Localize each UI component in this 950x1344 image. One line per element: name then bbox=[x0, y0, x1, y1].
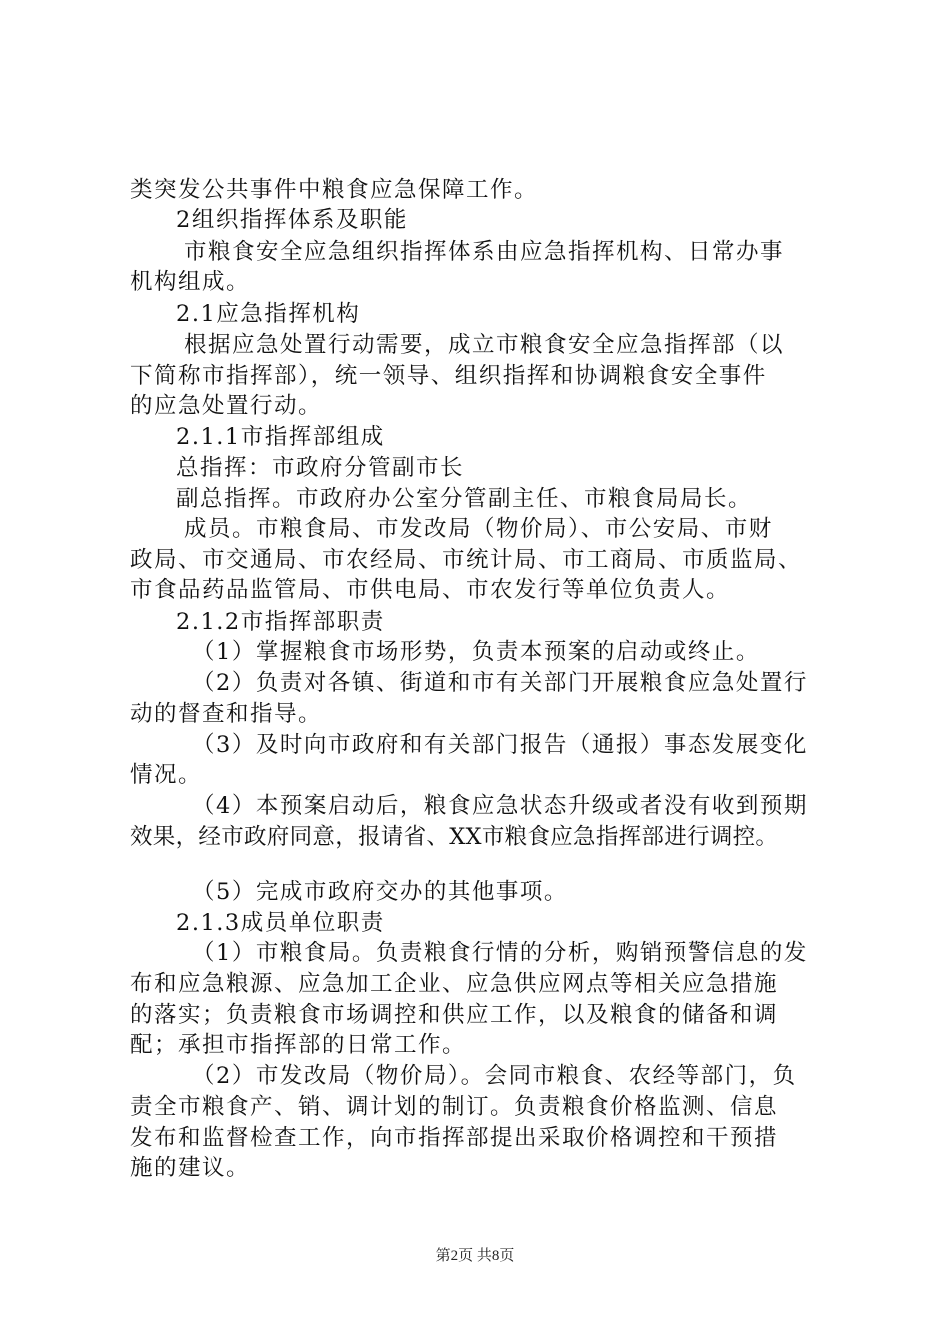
text-line: 类突发公共事件中粮食应急保障工作。 bbox=[130, 177, 539, 203]
list-item-continuation: 配；承担市指挥部的日常工作。 bbox=[130, 1032, 467, 1058]
paragraph-line: 市粮食安全应急组织指挥体系由应急指挥机构、日常办事 bbox=[184, 239, 785, 265]
list-item-continuation: 的落实；负责粮食市场调控和供应工作，以及粮食的储备和调 bbox=[130, 1002, 779, 1028]
list-item-continuation: 布和应急粮源、应急加工企业、应急供应网点等相关应急措施 bbox=[130, 971, 779, 997]
list-item-continuation: 效果，经市政府同意，报请省、XX市粮食应急指挥部进行调控。 bbox=[130, 824, 779, 850]
list-item: （1）市粮食局。负责粮食行情的分析，购销预警信息的发 bbox=[192, 940, 808, 966]
list-item-continuation: 责全市粮食产、销、调计划的制订。负责粮食价格监测、信息 bbox=[130, 1094, 779, 1120]
paragraph-line: 的应急处置行动。 bbox=[130, 393, 323, 419]
list-item-continuation: 情况。 bbox=[130, 762, 203, 788]
paragraph-line: 政局、市交通局、市农经局、市统计局、市工商局、市质监局、 bbox=[130, 547, 803, 573]
list-item-continuation: 发布和监督检查工作，向市指挥部提出采取价格调控和干预措 bbox=[130, 1125, 779, 1151]
list-item: （5）完成市政府交办的其他事项。 bbox=[192, 879, 568, 905]
paragraph-line: 下简称市指挥部），统一领导、组织指挥和协调粮食安全事件 bbox=[130, 363, 767, 389]
section-heading: 2组织指挥体系及职能 bbox=[176, 207, 408, 233]
list-item: （2）负责对各镇、街道和市有关部门开展粮食应急处置行 bbox=[192, 670, 808, 696]
paragraph-line: 机构组成。 bbox=[130, 269, 251, 295]
list-item-continuation: 动的督查和指导。 bbox=[130, 701, 323, 727]
paragraph-line: 成员。市粮食局、市发改局（物价局）、市公安局、市财 bbox=[184, 516, 773, 542]
section-heading: 2.1.1市指挥部组成 bbox=[176, 424, 385, 450]
section-heading: 2.1应急指挥机构 bbox=[176, 301, 361, 327]
paragraph-line: 市食品药品监管局、市供电局、市农发行等单位负责人。 bbox=[130, 577, 731, 603]
paragraph-line: 副总指挥。市政府办公室分管副主任、市粮食局局长。 bbox=[176, 486, 753, 512]
list-item: （2）市发改局（物价局）。会同市粮食、农经等部门，负 bbox=[192, 1063, 797, 1089]
list-item: （1）掌握粮食市场形势，负责本预案的启动或终止。 bbox=[192, 639, 760, 665]
section-heading: 2.1.2市指挥部职责 bbox=[176, 609, 385, 635]
list-item: （4）本预案启动后，粮食应急状态升级或者没有收到预期 bbox=[192, 793, 808, 819]
paragraph-line: 根据应急处置行动需要，成立市粮食安全应急指挥部（以 bbox=[184, 332, 785, 358]
list-item: （3）及时向市政府和有关部门报告（通报）事态发展变化 bbox=[192, 732, 808, 758]
section-heading: 2.1.3成员单位职责 bbox=[176, 910, 385, 936]
paragraph-line: 总指挥：市政府分管副市长 bbox=[176, 455, 465, 481]
page-number-footer: 第2页 共8页 bbox=[435, 1248, 515, 1264]
list-item-continuation: 施的建议。 bbox=[130, 1155, 251, 1181]
